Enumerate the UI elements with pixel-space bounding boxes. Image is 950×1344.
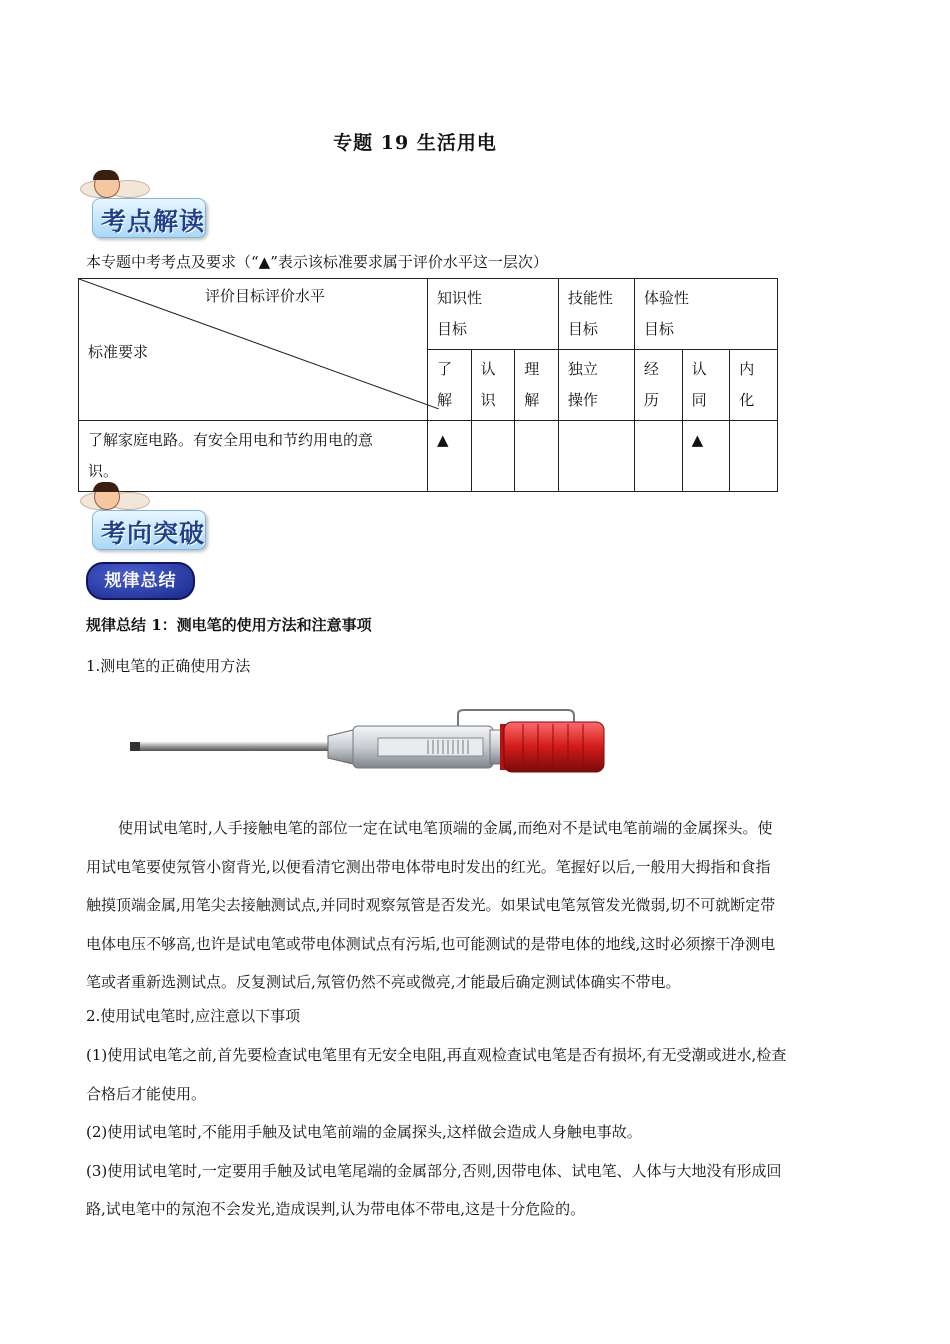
banner-label: 考向突破 bbox=[101, 519, 206, 548]
para-line: 电体电压不够高,也许是试电笔或带电体测试点有污垢,也可能测试的是带电体的地线,这时必须擦干净测电 bbox=[86, 934, 776, 953]
page-title: 专题 19 生活用电 bbox=[333, 132, 497, 154]
sub-text: 独立 bbox=[567, 360, 598, 378]
group-knowledge bbox=[427, 279, 558, 350]
note-line: 合格后才能使用。 bbox=[86, 1084, 207, 1103]
banner-kaodian bbox=[84, 172, 214, 242]
summary-heading: 规律总结 1：测电笔的使用方法和注意事项 bbox=[86, 616, 372, 634]
sub-rentong bbox=[682, 350, 730, 421]
group-knowledge-line2: 目标 bbox=[436, 320, 467, 338]
para-line: 笔或者重新选测试点。反复测试后,氖管仍然不亮或微亮,才能最后确定测试体确实不带电。 bbox=[86, 973, 681, 991]
sub-lijie bbox=[515, 350, 559, 421]
sub-text: 历 bbox=[643, 391, 659, 409]
mark-cell: ▲ bbox=[682, 421, 730, 492]
mark-cell bbox=[558, 421, 634, 492]
sub-text: 理 bbox=[524, 360, 540, 378]
banner-kaoxiang bbox=[84, 484, 214, 554]
requirement-cell bbox=[79, 421, 428, 492]
sub-jingli bbox=[634, 350, 682, 421]
banner-tag bbox=[92, 198, 206, 238]
sub-text: 认 bbox=[480, 360, 496, 378]
sub-text: 同 bbox=[691, 391, 707, 409]
header-top-label: 评价目标评价水平 bbox=[205, 287, 326, 305]
table-row bbox=[79, 421, 778, 492]
mark-cell bbox=[730, 421, 778, 492]
mark-cell bbox=[515, 421, 559, 492]
group-experience-line1: 体验性 bbox=[643, 289, 689, 307]
main-paragraph bbox=[86, 809, 856, 1002]
diagonal-header-cell bbox=[79, 279, 428, 421]
sub-text: 化 bbox=[739, 391, 755, 409]
para-line: 使用试电笔时,人手接触电笔的部位一定在试电笔顶端的金属,而绝对不是试电笔前端的金属探头。使 bbox=[118, 819, 773, 837]
para-line: 用试电笔要使氖管小窗背光,以便看清它测出带电体带电时发出的红光。笔握好以后,一般用大拇指和食指 bbox=[86, 857, 771, 876]
note-line: (2)使用试电笔时,不能用手触及试电笔前端的金属探头,这样做会造成人身触电事故。 bbox=[86, 1123, 642, 1141]
test-pen-image bbox=[128, 708, 618, 778]
sub-text: 识 bbox=[480, 391, 496, 409]
note-line: (1)使用试电笔之前,首先要检查试电笔里有无安全电阻,再直观检查试电笔是否有损坏,有无受潮或进水,检查 bbox=[86, 1046, 787, 1064]
sub-text: 经 bbox=[643, 360, 659, 378]
item1-heading: 1.测电笔的正确使用方法 bbox=[86, 657, 251, 675]
group-knowledge-line1: 知识性 bbox=[436, 289, 482, 307]
requirement-line2: 识。 bbox=[88, 462, 119, 480]
mark-cell bbox=[471, 421, 515, 492]
requirement-line1: 了解家庭电路。有安全用电和节约用电的意 bbox=[88, 431, 374, 449]
header-bottom-label: 标准要求 bbox=[88, 343, 149, 361]
group-experience-line2: 目标 bbox=[643, 320, 674, 338]
note-line: 路,试电笔中的氖泡不会发光,造成误判,认为带电体不带电,这是十分危险的。 bbox=[86, 1200, 586, 1218]
banner-tag bbox=[92, 510, 206, 550]
group-skill bbox=[558, 279, 634, 350]
sub-text: 解 bbox=[524, 391, 540, 409]
intro-text: 本专题中考考点及要求（“▲”表示该标准要求属于评价水平这一层次） bbox=[86, 253, 548, 271]
sub-text: 认 bbox=[691, 360, 707, 378]
group-experience bbox=[634, 279, 777, 350]
summary-pill: 规律总结 bbox=[86, 562, 195, 600]
cartoon-hair-decoration bbox=[93, 170, 119, 180]
mark-cell bbox=[634, 421, 682, 492]
cartoon-hair-decoration bbox=[93, 482, 119, 492]
item2-heading: 2.使用试电笔时,应注意以下事项 bbox=[86, 1007, 301, 1025]
standards-table bbox=[78, 278, 778, 492]
note-line: (3)使用试电笔时,一定要用手触及试电笔尾端的金属部分,否则,因带电体、试电笔、人体与大地没有形成回 bbox=[86, 1161, 782, 1180]
para-line: 触摸顶端金属,用笔尖去接触测试点,并同时观察氖管是否发光。如果试电笔氖管发光微弱,切不可就断定带 bbox=[86, 896, 776, 914]
sub-duli bbox=[558, 350, 634, 421]
sub-neihua bbox=[730, 350, 778, 421]
sub-text: 了 bbox=[436, 360, 452, 378]
sub-text: 解 bbox=[436, 391, 452, 409]
mark-cell: ▲ bbox=[427, 421, 471, 492]
sub-text: 操作 bbox=[567, 391, 598, 409]
group-skill-line2: 目标 bbox=[567, 320, 598, 338]
sub-text: 内 bbox=[739, 360, 755, 378]
sub-renshi bbox=[471, 350, 515, 421]
notes-list bbox=[86, 1036, 866, 1229]
banner-label: 考点解读 bbox=[101, 207, 206, 236]
group-skill-line1: 技能性 bbox=[567, 289, 613, 307]
